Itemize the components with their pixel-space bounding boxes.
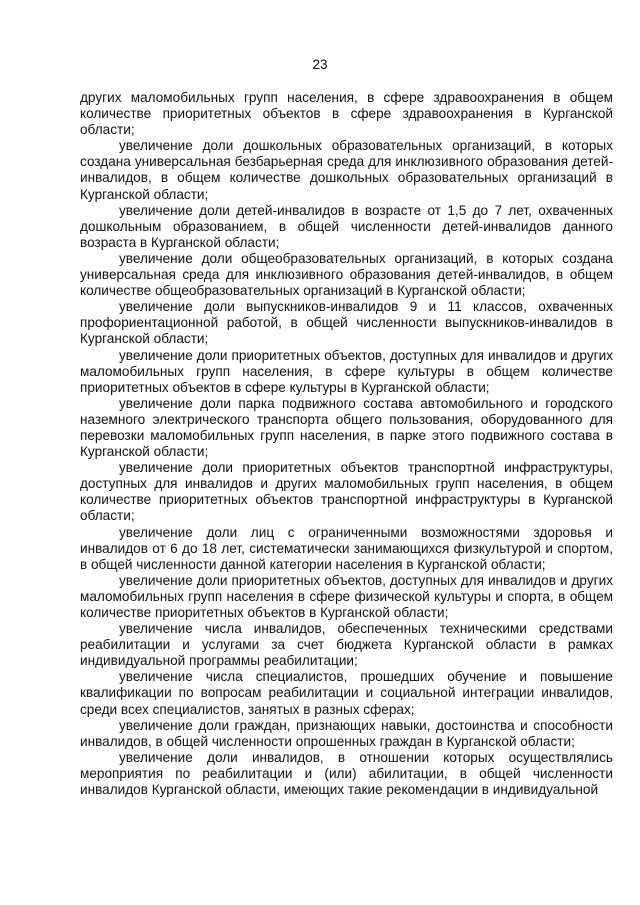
paragraph-graduates: увеличение доли выпускников-инвалидов 9 и 11 классов, охваченных профориентационной работой, в общей численности выпускников-инвалидов в Курганской области;	[80, 299, 613, 347]
paragraph-general-education: увеличение доли общеобразовательных организаций, в которых создана универсальная среда для инклюзивного образования детей-инвалидов, в общем количестве общеобразовательных организаций в Курганской области;	[80, 250, 613, 299]
paragraph-specialists-training: увеличение числа специалистов, прошедших обучение и повышение квалификации по вопросам реабилитации и социальной интеграции инвалидов, среди всех специалистов, занятых в разных сферах;	[80, 669, 613, 717]
paragraph-sports-objects: увеличение доли приоритетных объектов, доступных для инвалидов и других маломобильных групп населения в сфере физической культуры и спорта, в общем количестве приоритетных объектов в Курганской области;	[80, 572, 613, 620]
paragraph-sports-participation: увеличение доли лиц с ограниченными возможностями здоровья и инвалидов от 6 до 18 лет, систематически занимающихся физкультурой и спортом, в общей численности данной категории населения в Курганской области;	[80, 524, 613, 572]
paragraph-preschool-children: увеличение доли детей-инвалидов в возрасте от 1,5 до 7 лет, охваченных дошкольным образованием, в общей численности детей-инвалидов данного возраста в Курганской области;	[80, 202, 613, 250]
document-body	[80, 90, 613, 798]
paragraph-continuation: других маломобильных групп населения, в сфере здравоохранения в общем количестве приоритетных объектов в сфере здравоохранения в Курганской области;	[80, 90, 613, 138]
page-number: 23	[312, 57, 328, 72]
paragraph-rehabilitation-means: увеличение числа инвалидов, обеспеченных техническими средствами реабилитации и услугами за счет бюджета Курганской области в рамках индивидуальной программы реабилитации;	[80, 621, 613, 669]
paragraph-public-survey: увеличение доли граждан, признающих навыки, достоинства и способности инвалидов, в общей численности опрошенных граждан в Курганской области;	[80, 717, 613, 749]
paragraph-preschool-organizations: увеличение доли дошкольных образовательных организаций, в которых создана универсальная безбарьерная среда для инклюзивного образования детей-инвалидов, в общем количестве дошкольных образовательных организаций в Курганской области;	[80, 138, 613, 202]
paragraph-transport-infrastructure: увеличение доли приоритетных объектов транспортной инфраструктуры, доступных для инвалидов и других маломобильных групп населения, в общем количестве приоритетных объектов транспортной инфраструктуры в Курганской области;	[80, 460, 613, 524]
paragraph-transport-fleet: увеличение доли парка подвижного состава автомобильного и городского наземного электрического транспорта общего пользования, оборудованного для перевозки маломобильных групп населения, в парке этого подвижного состава в Курганской области;	[80, 395, 613, 460]
paragraph-habilitation: увеличение доли инвалидов, в отношении которых осуществлялись мероприятия по реабилитации и (или) абилитации, в общей численности инвалидов Курганской области, имеющих такие рекомендации в индивидуальной	[80, 749, 613, 798]
paragraph-culture: увеличение доли приоритетных объектов, доступных для инвалидов и других маломобильных групп населения, в сфере культуры в общем количестве приоритетных объектов в сфере культуры в Курганской области;	[80, 347, 613, 395]
